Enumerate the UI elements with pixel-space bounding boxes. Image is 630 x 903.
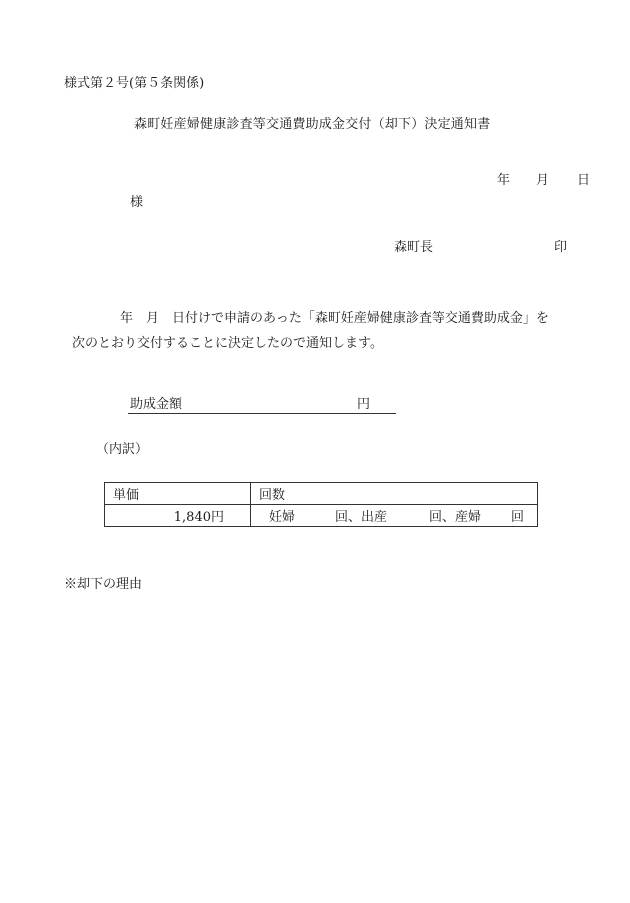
count-cell — [251, 505, 538, 527]
count-birth-label: 回、出産 — [335, 510, 388, 525]
notice-body-line-1: 年 月 日付けで申請のあった「森町妊産婦健康診査等交通費助成金」を — [120, 311, 549, 326]
document-title: 森町妊産婦健康診査等交通費助成金交付（却下）決定通知書 — [134, 117, 491, 132]
amount-label: 助成金額 — [130, 397, 183, 412]
breakdown-table — [104, 482, 538, 527]
header-unit-price: 単価 — [105, 483, 251, 505]
header-count: 回数 — [251, 483, 538, 505]
amount-unit: 円 — [357, 397, 371, 412]
date-day-label: 日 — [577, 173, 591, 188]
breakdown-label: （内訳） — [96, 442, 149, 457]
amount-field — [128, 397, 396, 414]
table-header-row — [105, 483, 538, 505]
date-month-label: 月 — [536, 173, 550, 188]
issue-date — [474, 173, 590, 189]
rejection-reason-label: ※却下の理由 — [64, 577, 143, 592]
form-number: 様式第２号(第５条関係) — [64, 76, 205, 91]
count-unit-label: 回 — [511, 510, 525, 525]
table-row — [105, 505, 538, 527]
count-pregnant-label: 妊婦 — [269, 510, 296, 525]
seal-mark: 印 — [554, 240, 568, 255]
sender-name: 森町長 — [394, 240, 434, 255]
count-postpartum-label: 回、産婦 — [429, 510, 482, 525]
unit-price-value: 1,840円 — [105, 505, 251, 527]
notice-body — [72, 306, 567, 356]
notice-body-line-2: 次のとおり交付することに決定したので通知します。 — [72, 336, 383, 351]
addressee-suffix: 様 — [130, 195, 144, 210]
date-year-label: 年 — [497, 173, 511, 188]
